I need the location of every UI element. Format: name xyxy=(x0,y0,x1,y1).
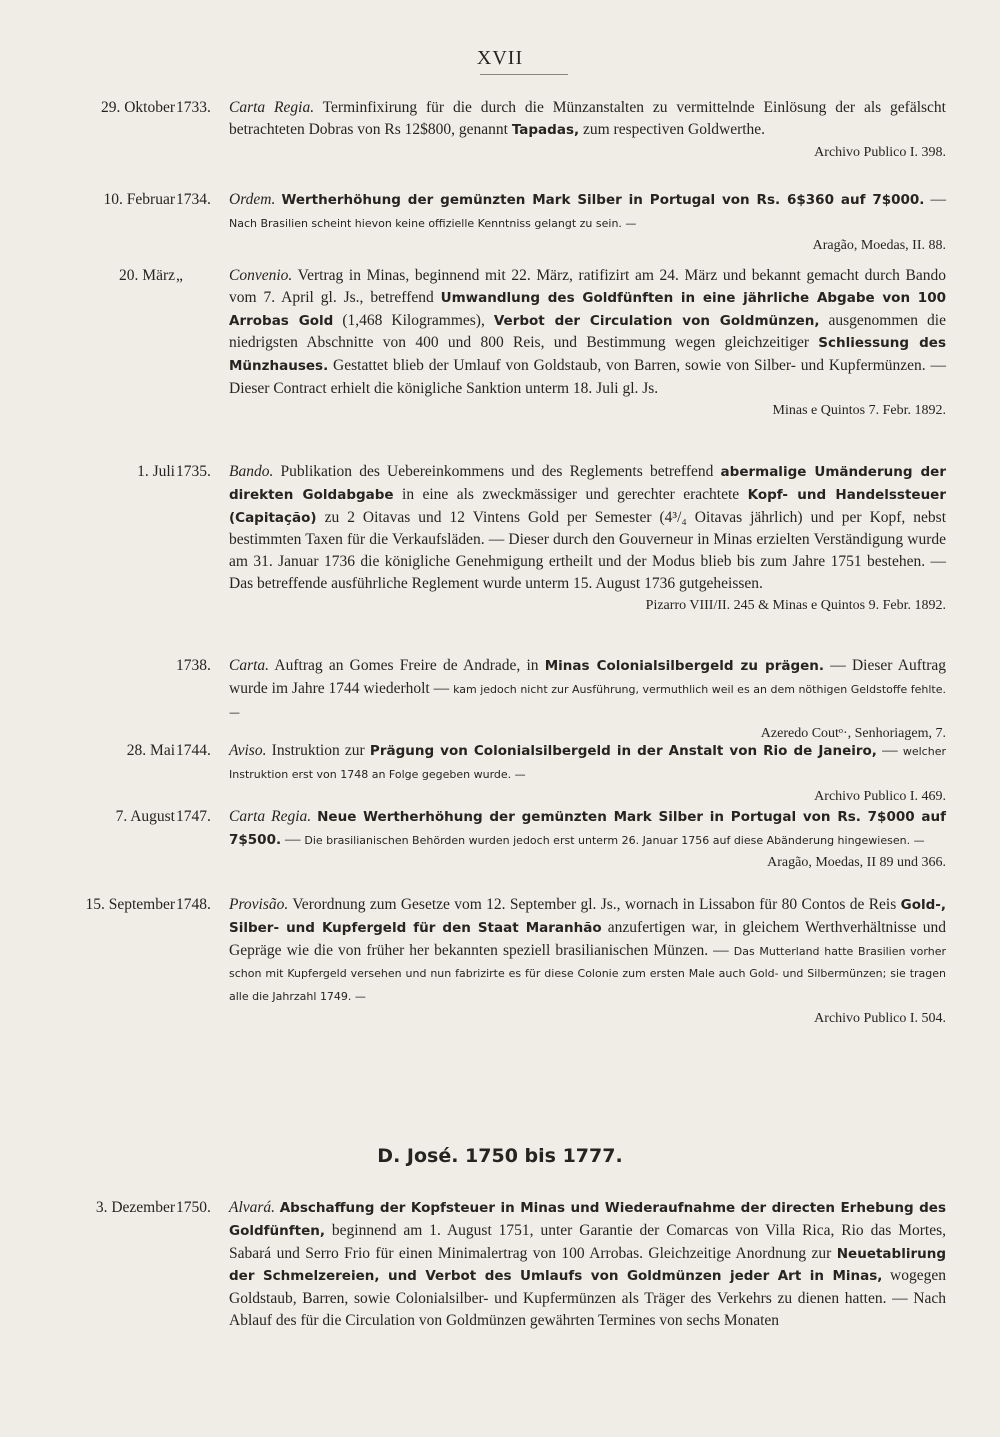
chronology-entry xyxy=(0,461,1000,617)
entry-text: Instruktion zur xyxy=(266,742,370,759)
entry-text: Publikation des Uebereinkommens und des Reglements betreffend xyxy=(273,463,721,480)
entry-source: Archivo Publico I. 398. xyxy=(814,144,946,160)
entry-emphasis: abermalige Umänderung der direkten Goldabgabe xyxy=(229,464,946,503)
chronology-entry xyxy=(0,740,1000,808)
entry-note: kam jedoch nicht zur Ausführung, vermuthlich weil es an dem nöthigen Geldstoffe fehlte. — xyxy=(229,682,946,719)
entry-source: Archivo Publico I. 469. xyxy=(814,788,946,804)
entry-year: 1747. xyxy=(176,808,211,825)
entry-text: anzufertigen war, in gleichem Werthverhältnisse und Gepräge wie die von früher her bekannten speziell brasilianischen Münzen. — xyxy=(229,918,946,959)
entry-text: — Dieser Auftrag wurde im Jahre 1744 wiederholt — xyxy=(229,657,946,697)
entry-text: — xyxy=(924,191,947,208)
entry-document-type: Aviso. xyxy=(229,742,267,759)
entry-note: welcher Instruktion erst von 1748 an Folge gegeben wurde. — xyxy=(229,745,946,781)
entry-note: Die brasilianischen Behörden wurden jedoch erst unterm 26. Januar 1756 auf diese Abänderung hingewiesen. — xyxy=(304,833,925,847)
entry-year: 1750. xyxy=(176,1199,211,1216)
entry-emphasis: Verbot der Circulation von Goldmünzen, xyxy=(493,312,820,329)
entry-emphasis: Neuetablirung der Schmelzereien, und Verbot des Umlaufs von Goldmünzen jeder Art in Minas, xyxy=(229,1245,946,1285)
entry-text: zu 2 Oitavas und 12 Vintens Gold per Semester (4³/₄ Oitavas jährlich) und per Kopf, nebst bestimmten Taxen für die Verkaufsläden. — Dieser durch den Gouverneur in Minas erzielten Verständigung wurde am 31. Januar 1736 die königliche Genehmigung ertheilt und der Modus blieb bis zum Jahre 1751 bestehen. — Das betreffende ausführliche Reglement wurde unterm 15. August 1736 gutgeheissen. xyxy=(229,508,946,592)
entry-document-type: Carta. xyxy=(229,657,270,674)
entry-emphasis: Tapadas, xyxy=(511,121,580,138)
entry-body xyxy=(229,894,946,1008)
entry-source: Archivo Publico I. 504. xyxy=(814,1010,946,1026)
entry-source: Pizarro VIII/II. 245 & Minas e Quintos 9. Febr. 1892. xyxy=(645,597,946,613)
entry-body xyxy=(229,1197,946,1332)
entry-emphasis: Abschaffung der Kopfsteuer in Minas und Wiederaufnahme der directen Erhebung des Goldfünften, xyxy=(229,1200,947,1239)
entry-date: 20. März xyxy=(119,267,175,284)
entry-emphasis: Minas Colonialsilbergeld zu prägen. xyxy=(544,658,825,674)
entry-date: 1. Juli xyxy=(137,463,175,480)
entry-text: Verordnung zum Gesetze vom 12. September gl. Js., wornach in Lissabon für 80 Contos de Reis xyxy=(288,896,901,913)
entry-emphasis: Kopf- und Handelssteuer (Capitação) xyxy=(229,486,946,526)
entry-emphasis: Umwandlung des Goldfünften in eine jährliche Abgabe von 100 Arrobas Gold xyxy=(229,289,946,329)
entry-text: in eine als zweckmässiger und gerechter erachtete xyxy=(393,485,748,503)
entry-text: wogegen Goldstaub, Barren, sowie Colonialsilber- und Kupfermünzen als Träger des Verkehrs zu dienen hatten. — Nach Ablauf des für die Circulation von Goldmünzen gewährten Termines von sechs Monaten xyxy=(229,1267,947,1329)
entry-year: 1734. xyxy=(176,191,211,208)
entry-year: 1748. xyxy=(176,896,211,913)
entry-emphasis: Wertherhöhung der gemünzten Mark Silber in Portugal von Rs. 6$360 auf 7$000. xyxy=(281,192,925,208)
entry-date: 3. Dezember xyxy=(95,1199,175,1216)
entry-date: 10. Februar xyxy=(103,191,175,208)
entry-text: (1,468 Kilogrammes), xyxy=(333,311,494,329)
entry-body xyxy=(229,655,946,723)
entry-emphasis: Schliessung des Münzhauses. xyxy=(229,335,946,375)
entry-body xyxy=(229,265,946,400)
chronology-entry xyxy=(0,97,1000,164)
chronology-entry xyxy=(0,806,1000,874)
entry-emphasis: Prägung von Colonialsilbergeld in der Anstalt von Rio de Janeiro, xyxy=(369,743,877,759)
entry-document-type: Convenio. xyxy=(229,267,293,284)
section-heading: D. José. 1750 bis 1777. xyxy=(377,1145,623,1167)
entry-year: 1733. xyxy=(176,99,211,116)
entry-document-type: Ordem. xyxy=(229,191,276,208)
entry-text: — xyxy=(876,742,903,759)
entry-text: ausgenommen die niedrigsten Abschnitte von 400 und 800 Reis, und Bestimmung wegen gleichzeitiger xyxy=(229,311,946,352)
entry-body xyxy=(229,461,946,595)
entry-source: Minas e Quintos 7. Febr. 1892. xyxy=(772,402,946,418)
chronology-entry xyxy=(0,189,1000,257)
entry-text: Gestattet blieb der Umlauf von Goldstaub, von Barren, sowie von Silber- und Kupfermünzen. — Dieser Contract erhielt die königliche Sanktion unterm 18. Juli gl. Js. xyxy=(229,357,946,397)
entry-text: beginnend am 1. August 1751, unter Garantie der Comarcas von Villa Rica, Rio das Mortes, Sabará und Serro Frio für einen Minimalertrag von 100 Arrobas. Gleichzeitige Anordnung zur xyxy=(229,1221,946,1262)
chronology-entry xyxy=(0,265,1000,422)
chronology-entry xyxy=(0,894,1000,1030)
entry-source: Aragão, Moedas, II. 88. xyxy=(812,237,946,253)
entry-document-type: Bando. xyxy=(229,463,274,480)
entry-text: — xyxy=(281,830,305,848)
entry-text: Vertrag in Minas, beginnend mit 22. März, ratifizirt am 24. März und bekannt gemacht durch Bando vom 7. April gl. Js., betreffend xyxy=(229,267,946,306)
entry-note: Das Mutterland hatte Brasilien vorher schon mit Kupfergeld versehen und nun fabrizirte es für diese Colonie zum ersten Male auch Gold- und Silbermünzen; sie tragen alle die Jahrzahl 1749. — xyxy=(229,944,947,1004)
entry-year: 1744. xyxy=(176,742,211,759)
entry-emphasis: Neue Wertherhöhung der gemünzten Mark Silber in Portugal von Rs. 7$000 auf 7$500. xyxy=(229,809,946,848)
entry-date: 15. September xyxy=(85,896,175,913)
entry-document-type: Provisão. xyxy=(229,896,289,913)
entry-document-type: Carta Regia. xyxy=(229,808,312,825)
entry-text: Auftrag an Gomes Freire de Andrade, in xyxy=(269,657,545,674)
page-number: XVII xyxy=(476,47,524,69)
entry-year: „ xyxy=(176,267,183,284)
entry-note: Nach Brasilien scheint hievon keine offizielle Kenntniss gelangt zu sein. — xyxy=(229,216,637,230)
chronology-entry xyxy=(0,1197,1000,1332)
entry-emphasis: Gold-, Silber- und Kupfergeld für den Staat Maranhão xyxy=(229,897,946,936)
entry-document-type: Carta Regia. xyxy=(229,99,315,116)
entry-body xyxy=(229,97,946,142)
entry-body xyxy=(229,740,946,786)
entry-year: 1735. xyxy=(176,463,211,480)
entry-date: 28. Mai xyxy=(126,742,175,759)
chronology-entry xyxy=(0,655,1000,745)
entry-date: 7. August xyxy=(115,808,175,825)
entry-source: Aragão, Moedas, II 89 und 366. xyxy=(767,854,946,870)
entry-body xyxy=(229,189,946,235)
entry-year: 1738. xyxy=(176,657,211,674)
entry-text: zum respectiven Goldwerthe. xyxy=(579,120,766,138)
entry-source: Azeredo Coutᵒ·, Senhoriagem, 7. xyxy=(760,726,946,742)
entry-text: Terminfixirung für die durch die Münzanstalten zu vermittelnde Einlösung der als gefälscht betrachteten Dobras von Rs 12$800, genannt xyxy=(229,99,946,138)
entry-document-type: Alvará. xyxy=(229,1199,276,1216)
entry-body xyxy=(229,806,946,852)
entry-date: 29. Oktober xyxy=(100,99,175,116)
page-number-rule xyxy=(480,74,568,75)
